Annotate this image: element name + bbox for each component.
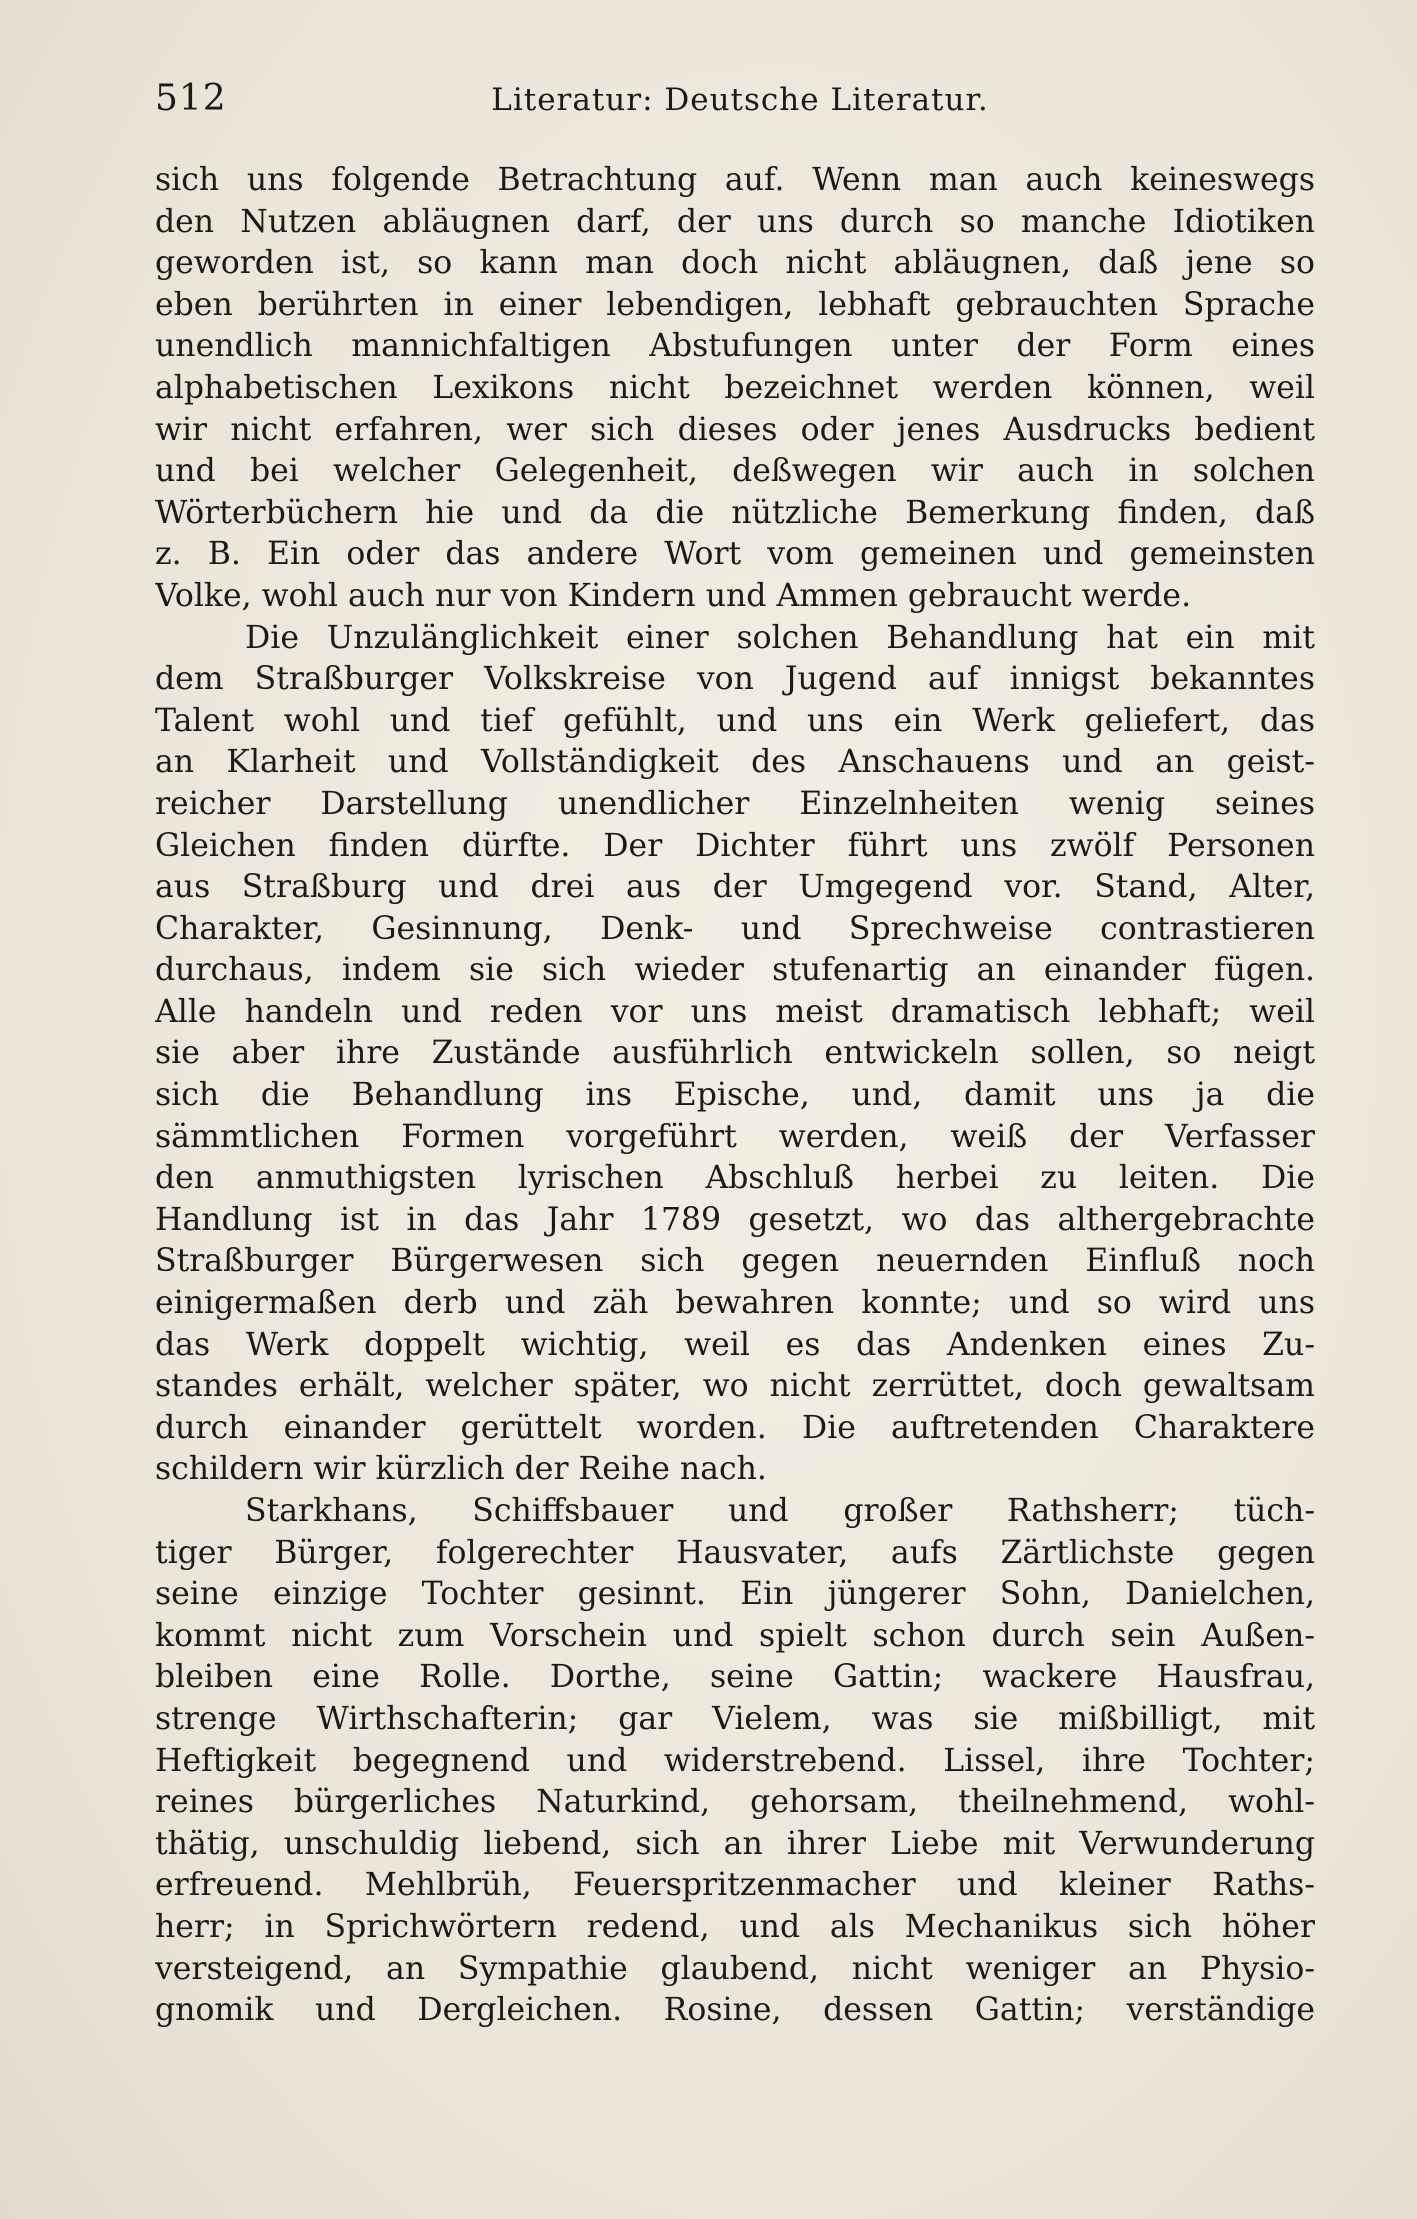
text-line: an Klarheit und Vollständigkeit des Anschauens und an geist- [155, 744, 1315, 781]
text-line: herr; in Sprichwörtern redend, und als Mechanikus sich höher [155, 1908, 1315, 1945]
text-line: Alle handeln und reden vor uns meist dramatisch lebhaft; weil [155, 993, 1315, 1030]
text-line: Handlung ist in das Jahr 1789 gesetzt, wo das althergebrachte [155, 1201, 1315, 1238]
text-line: Gleichen finden dürfte. Der Dichter führt uns zwölf Personen [155, 827, 1315, 864]
text-line: sich uns folgende Betrachtung auf. Wenn man auch keineswegs [155, 162, 1315, 198]
text-line: reines bürgerliches Naturkind, gehorsam, theilnehmend, wohl- [155, 1784, 1315, 1821]
text-line: thätig, unschuldig liebend, sich an ihrer Liebe mit Verwunderung [155, 1825, 1315, 1862]
text-line: seine einzige Tochter gesinnt. Ein jüngerer Sohn, Danielchen, [155, 1576, 1315, 1613]
text-line: z. B. Ein oder das andere Wort vom gemeinen und gemeinsten [155, 536, 1315, 573]
text-line: geworden ist, so kann man doch nicht abläugnen, daß jene so [155, 245, 1315, 282]
text-line: standes erhält, welcher später, wo nicht zerrüttet, doch gewaltsam [155, 1368, 1315, 1405]
page-header [155, 78, 1315, 128]
running-title: Literatur: Deutsche Literatur. [491, 82, 989, 118]
text-line: gnomik und Dergleichen. Rosine, dessen Gattin; verständige [155, 1992, 1315, 2029]
text-line: strenge Wirthschafterin; gar Vielem, was sie mißbilligt, mit [155, 1700, 1315, 1737]
text-line: tiger Bürger, folgerechter Hausvater, aufs Zärtlichste gegen [155, 1534, 1315, 1571]
text-line: durch einander gerüttelt worden. Die auftretenden Charaktere [155, 1409, 1315, 1446]
paragraph-3 [155, 1491, 1315, 2032]
text-line: alphabetischen Lexikons nicht bezeichnet werden können, weil [155, 369, 1315, 406]
text-line: Die Unzulänglichkeit einer solchen Behandlung hat ein mit [245, 619, 1315, 656]
text-line: Straßburger Bürgerwesen sich gegen neuernden Einfluß noch [155, 1243, 1315, 1280]
text-line: wir nicht erfahren, wer sich dieses oder jenes Ausdrucks bedient [155, 411, 1315, 448]
paragraph-1 [155, 160, 1315, 618]
text-line: unendlich mannichfaltigen Abstufungen unter der Form eines [155, 328, 1315, 365]
text-line: sich die Behandlung ins Epische, und, damit uns ja die [155, 1077, 1315, 1114]
text-line: den anmuthigsten lyrischen Abschluß herbei zu leiten. Die [155, 1160, 1315, 1197]
text-line: Talent wohl und tief gefühlt, und uns ein Werk geliefert, das [155, 702, 1315, 739]
text-line: Volke, wohl auch nur von Kindern und Ammen gebraucht werde. [155, 577, 1192, 614]
text-line: bleiben eine Rolle. Dorthe, seine Gattin; wackere Hausfrau, [155, 1659, 1315, 1696]
text-line: und bei welcher Gelegenheit, deßwegen wir auch in solchen [155, 453, 1315, 490]
text-line: aus Straßburg und drei aus der Umgegend vor. Stand, Alter, [155, 869, 1315, 906]
text-line: Heftigkeit begegnend und widerstrebend. Lissel, ihre Tochter; [155, 1742, 1315, 1779]
text-line: kommt nicht zum Vorschein und spielt schon durch sein Außen- [155, 1617, 1315, 1654]
text-line: versteigend, an Sympathie glaubend, nicht weniger an Physio- [155, 1950, 1315, 1987]
text-line: dem Straßburger Volkskreise von Jugend auf innigst bekanntes [155, 661, 1315, 698]
paragraph-2 [155, 618, 1315, 1491]
page-body [155, 160, 1315, 2032]
text-line: schildern wir kürzlich der Reihe nach. [155, 1451, 767, 1488]
text-line: sie aber ihre Zustände ausführlich entwickeln sollen, so neigt [155, 1035, 1315, 1072]
text-line: Charakter, Gesinnung, Denk- und Sprechweise contrastieren [155, 910, 1315, 947]
text-line: eben berührten in einer lebendigen, lebhaft gebrauchten Sprache [155, 286, 1315, 323]
text-line: den Nutzen abläugnen darf, der uns durch so manche Idiotiken [155, 203, 1315, 240]
text-line: reicher Darstellung unendlicher Einzelnheiten wenig seines [155, 785, 1315, 822]
text-line: Wörterbüchern hie und da die nützliche Bemerkung finden, daß [155, 494, 1315, 531]
text-line: Starkhans, Schiffsbauer und großer Rathsherr; tüch- [245, 1493, 1315, 1529]
text-line: sämmtlichen Formen vorgeführt werden, weiß der Verfasser [155, 1118, 1315, 1155]
text-line: einigermaßen derb und zäh bewahren konnte; und so wird uns [155, 1285, 1315, 1322]
text-line: durchaus, indem sie sich wieder stufenartig an einander fügen. [155, 952, 1315, 989]
text-line: erfreuend. Mehlbrüh, Feuerspritzenmacher und kleiner Raths- [155, 1867, 1315, 1904]
page-number: 512 [155, 78, 227, 119]
text-line: das Werk doppelt wichtig, weil es das Andenken eines Zu- [155, 1326, 1315, 1363]
